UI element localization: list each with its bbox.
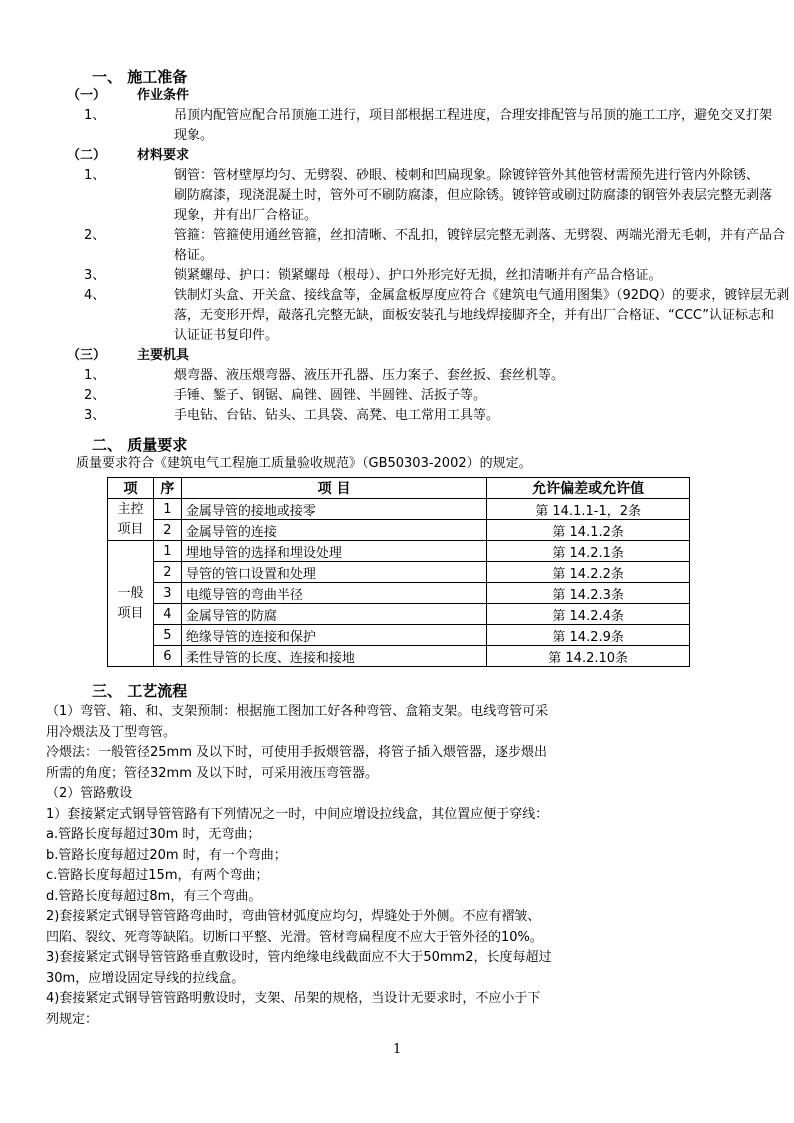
table-row: 4 金属导管的防腐 第 14.2.4条 xyxy=(108,604,690,625)
category-main-control: 主控 项目 xyxy=(108,499,154,541)
table-row: 2 金属导管的连接 第 14.1.2条 xyxy=(108,520,690,541)
list-item-text: 管箍：管箍使用通丝管箍，丝扣清晰、不乱扣，镀锌层完整无剥落、无劈裂、两端光滑无毛刺，并有产品合 xyxy=(174,228,786,243)
category-general: 一般 项目 xyxy=(108,541,154,667)
paragraph-line: 冷煨法：一般管径25mm 及以下时，可使用手扳煨管器，将管子插入煨管器，逐步煨出 xyxy=(46,745,548,760)
list-item-line xyxy=(84,366,564,386)
col-header-seq: 序 xyxy=(153,478,181,499)
table-row: 3 电缆导管的弯曲半径 第 14.2.3条 xyxy=(108,583,690,604)
paragraph-line: a.管路长度每超过30m 时，无弯曲； xyxy=(46,827,261,842)
list-item-text: 手电钻、台钻、钻头、工具袋、高凳、电工常用工具等。 xyxy=(174,408,500,423)
list-item-line xyxy=(84,166,759,186)
list-item-line xyxy=(84,406,499,426)
list-item-text: 现象。 xyxy=(174,128,214,143)
subsection-title: 主要机具 xyxy=(137,348,190,363)
list-item-number: 4、 xyxy=(84,288,106,303)
table-row: 6 柔性导管的长度、连接和接地 第 14.2.10条 xyxy=(108,646,690,667)
paragraph-line: （2）管路敷设 xyxy=(46,786,133,801)
list-item-text: 锁紧螺母、护口：锁紧螺母（根母）、护口外形完好无损，丝扣清晰并有产品合格证。 xyxy=(174,268,662,283)
table-header-row xyxy=(108,478,690,499)
subsection-label: （一） xyxy=(67,88,107,103)
page-number: 1 xyxy=(393,1042,402,1057)
section-2-title: 二、 质量要求 xyxy=(92,436,188,454)
paragraph-line: 2)套接紧定式钢导管管路弯曲时，弯曲管材弧度应均匀，焊缝处于外侧。不应有褶皱、 xyxy=(46,909,541,924)
list-item-line xyxy=(84,206,317,226)
table-row: 2 导管的管口设置和处理 第 14.2.2条 xyxy=(108,562,690,583)
paragraph-line: d.管路长度每超过8m，有三个弯曲。 xyxy=(46,888,262,904)
list-item-line xyxy=(84,286,789,306)
table-row: 主控 项目 1 金属导管的接地或接零 第 14.1.1-1，2条 xyxy=(108,499,690,520)
col-header-tolerance: 允许偏差或允许值 xyxy=(487,478,690,499)
list-item-number: 1、 xyxy=(84,108,106,123)
section-2-intro: 质量要求符合《建筑电气工程施工质量验收规范》（GB50303-2002）的规定。 xyxy=(76,456,532,471)
paragraph-line: b.管路长度每超过20m 时，有一个弯曲； xyxy=(46,847,287,863)
table-row: 一般 项目 1 埋地导管的选择和埋设处理 第 14.2.1条 xyxy=(108,541,690,562)
list-item-line xyxy=(84,106,772,126)
subsection-label: （三） xyxy=(67,348,107,363)
paragraph-line: c.管路长度每超过15m，有两个弯曲； xyxy=(46,868,269,883)
quality-table xyxy=(107,477,690,667)
subsection-label: （二） xyxy=(67,148,107,163)
subsection-3-heading xyxy=(67,346,189,366)
subsection-title: 作业条件 xyxy=(137,88,190,103)
list-item-text: 刷防腐漆，现浇混凝土时，管外可不刷防腐漆，但应除锈。镀锌管或刷过防腐漆的钢管外表层完整无剥落 xyxy=(174,188,773,203)
subsection-1-heading xyxy=(67,86,189,106)
subsection-title: 材料要求 xyxy=(137,148,190,163)
list-item-text: 煨弯器、液压煨弯器、液压开孔器、压力案子、套丝扳、套丝机等。 xyxy=(174,368,565,383)
paragraph-line: 列规定： xyxy=(46,1011,99,1027)
list-item-number: 3、 xyxy=(84,408,106,423)
list-item-line xyxy=(84,246,213,266)
list-item-line xyxy=(84,326,278,346)
paragraph-line: 所需的角度；管径32mm 及以下时，可采用液压弯管器。 xyxy=(46,765,379,781)
list-item-line xyxy=(84,126,213,146)
list-item-number: 3、 xyxy=(84,268,106,283)
list-item-text: 格证。 xyxy=(174,248,214,263)
list-item-line xyxy=(84,306,774,326)
paragraph-line: 凹陷、裂纹、死弯等缺陷。切断口平整、光滑。管材弯扁程度不应大于管外径的10%。 xyxy=(46,929,543,945)
list-item-text: 手锤、錾子、钢锯、扁锉、圆锉、半圆锉、活扳子等。 xyxy=(174,388,487,403)
list-item-text: 落，无变形开焊，敲落孔完整无缺，面板安装孔与地线焊接脚齐全，并有出厂合格证、“CCC”认证标志和 xyxy=(174,308,774,323)
subsection-2-heading xyxy=(67,146,189,166)
list-item-text: 认证证书复印件。 xyxy=(174,328,279,343)
list-item-text: 钢管：管材壁厚均匀、无劈裂、砂眼、棱刺和凹扁现象。除镀锌管外其他管材需预先进行管内外除锈、 xyxy=(174,168,760,183)
col-header-item: 项 目 xyxy=(181,478,486,499)
list-item-line xyxy=(84,186,772,206)
list-item-line xyxy=(84,226,785,246)
list-item-text: 铁制灯头盒、开关盒、接线盒等，金属盒板厚度应符合《建筑电气通用图集》（92DQ）的要求，镀锌层无剥 xyxy=(174,288,790,303)
list-item-number: 1、 xyxy=(84,168,106,183)
section-1-title: 一、 施工准备 xyxy=(92,68,188,86)
list-item-line xyxy=(84,266,662,286)
paragraph-line: 4)套接紧定式钢导管管路明敷设时，支架、吊架的规格，当设计无要求时，不应小于下 xyxy=(46,991,541,1006)
col-header-category: 项 xyxy=(108,478,154,499)
paragraph-line: （1）弯管、箱、和、支架预制：根据施工图加工好各种弯管、盒箱支架。电线弯管可采 xyxy=(46,704,549,719)
list-item-number: 1、 xyxy=(84,368,106,383)
list-item-text: 吊顶内配管应配合吊顶施工进行，项目部根据工程进度，合理安排配管与吊顶的施工工序，避免交叉打架 xyxy=(174,108,773,123)
list-item-number: 2、 xyxy=(84,228,106,243)
list-item-line xyxy=(84,386,486,406)
paragraph-line: 3)套接紧定式钢导管管路垂直敷设时，管内绝缘电线截面应不大于50mm2，长度每超过 xyxy=(46,950,552,965)
list-item-text: 现象，并有出厂合格证。 xyxy=(174,208,318,223)
paragraph-line: 1）套接紧定式钢导管管路有下列情况之一时，中间应增设拉线盒，其位置应便于穿线： xyxy=(46,806,549,822)
list-item-number: 2、 xyxy=(84,388,106,403)
paragraph-line: 30m，应增设固定导线的拉线盒。 xyxy=(46,970,245,986)
table-row: 5 绝缘导管的连接和保护 第 14.2.9条 xyxy=(108,625,690,646)
section-3-title: 三、 工艺流程 xyxy=(92,682,188,700)
paragraph-line: 用冷煨法及丁型弯管。 xyxy=(46,724,177,740)
